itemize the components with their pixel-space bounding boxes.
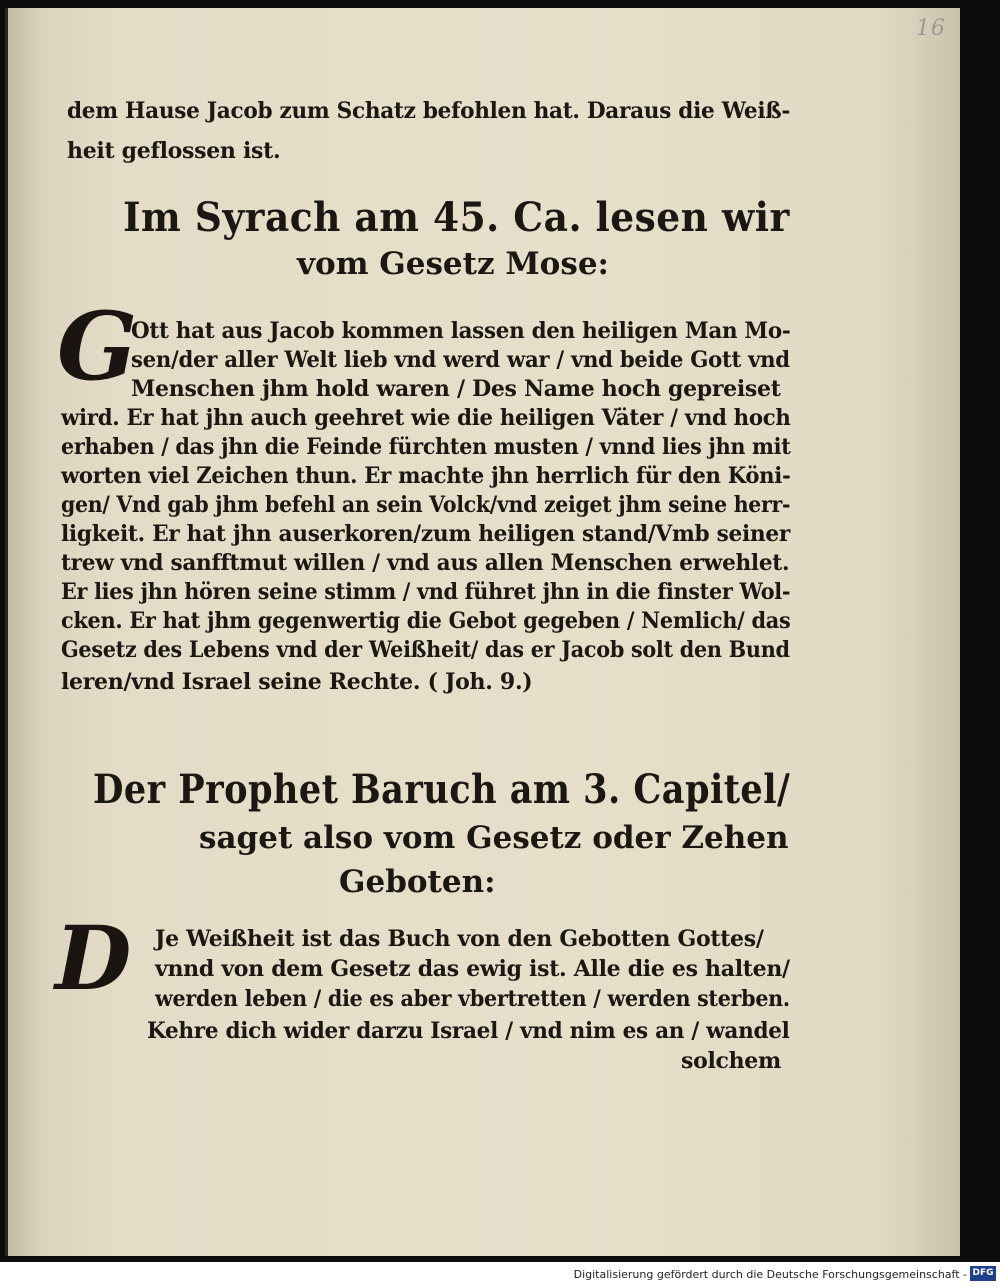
text-line: erhaben / das jhn die Feinde fürchten musten / vnnd lies jhn mit bbox=[61, 434, 791, 460]
text-line: trew vnd sanfftmut willen / vnd aus allen Menschen erwehlet. bbox=[61, 550, 790, 576]
text-line: gen/ Vnd gab jhm befehl an sein Volck/vnd zeiget jhm seine herr- bbox=[61, 492, 791, 518]
book-page bbox=[5, 8, 960, 1256]
text-line: wird. Er hat jhn auch geehret wie die heiligen Väter / vnd hoch bbox=[61, 405, 791, 431]
text-line: ligkeit. Er hat jhn auserkoren/zum heiligen stand/Vmb seiner bbox=[61, 521, 790, 547]
drop-capital: G bbox=[57, 292, 138, 402]
section-heading: Der Prophet Baruch am 3. Capitel/ bbox=[93, 766, 791, 813]
text-line: Er lies jhn hören seine stimm / vnd führet jhn in die finster Wol- bbox=[61, 579, 791, 605]
text-line: Gesetz des Lebens vnd der Weißheit/ das er Jacob solt den Bund bbox=[61, 637, 790, 663]
text-line: vnnd von dem Gesetz das ewig ist. Alle die es halten/ bbox=[155, 956, 790, 982]
text-line: sen/der aller Welt lieb vnd werd war / vnd beide Gott vnd bbox=[131, 347, 790, 373]
catchword: solchem bbox=[681, 1048, 781, 1074]
section-heading: Im Syrach am 45. Ca. lesen wir bbox=[123, 194, 790, 241]
dfg-logo: DFG bbox=[970, 1266, 996, 1281]
text-line: worten viel Zeichen thun. Er machte jhn herrlich für den Köni- bbox=[61, 463, 791, 489]
text-line: Kehre dich wider darzu Israel / vnd nim es an / wandel bbox=[147, 1018, 790, 1044]
text-line: Menschen jhm hold waren / Des Name hoch gepreiset bbox=[131, 376, 781, 402]
text-line: Je Weißheit ist das Buch von den Gebotten Gottes/ bbox=[155, 926, 764, 952]
folio-number: 16 bbox=[916, 16, 946, 41]
text-line: werden leben / die es aber vbertretten / werden sterben. bbox=[155, 986, 790, 1012]
section-heading-sub: saget also vom Gesetz oder Zehen bbox=[199, 820, 789, 856]
text-line: Ott hat aus Jacob kommen lassen den heiligen Man Mo- bbox=[131, 318, 791, 344]
intro-line: dem Hause Jacob zum Schatz befohlen hat. Daraus die Weiß- bbox=[67, 98, 791, 124]
funding-credit: Digitalisierung gefördert durch die Deutsche Forschungsgemeinschaft - bbox=[573, 1268, 967, 1281]
intro-line: heit geflossen ist. bbox=[67, 138, 281, 164]
text-line: cken. Er hat jhm gegenwertig die Gebot gegeben / Nemlich/ das bbox=[61, 608, 791, 634]
section-heading-sub: Geboten: bbox=[339, 864, 496, 900]
drop-capital: D bbox=[55, 906, 132, 1010]
section-heading-sub: vom Gesetz Mose: bbox=[297, 246, 609, 282]
text-line: leren/vnd Israel seine Rechte. ( Joh. 9.) bbox=[61, 669, 533, 695]
